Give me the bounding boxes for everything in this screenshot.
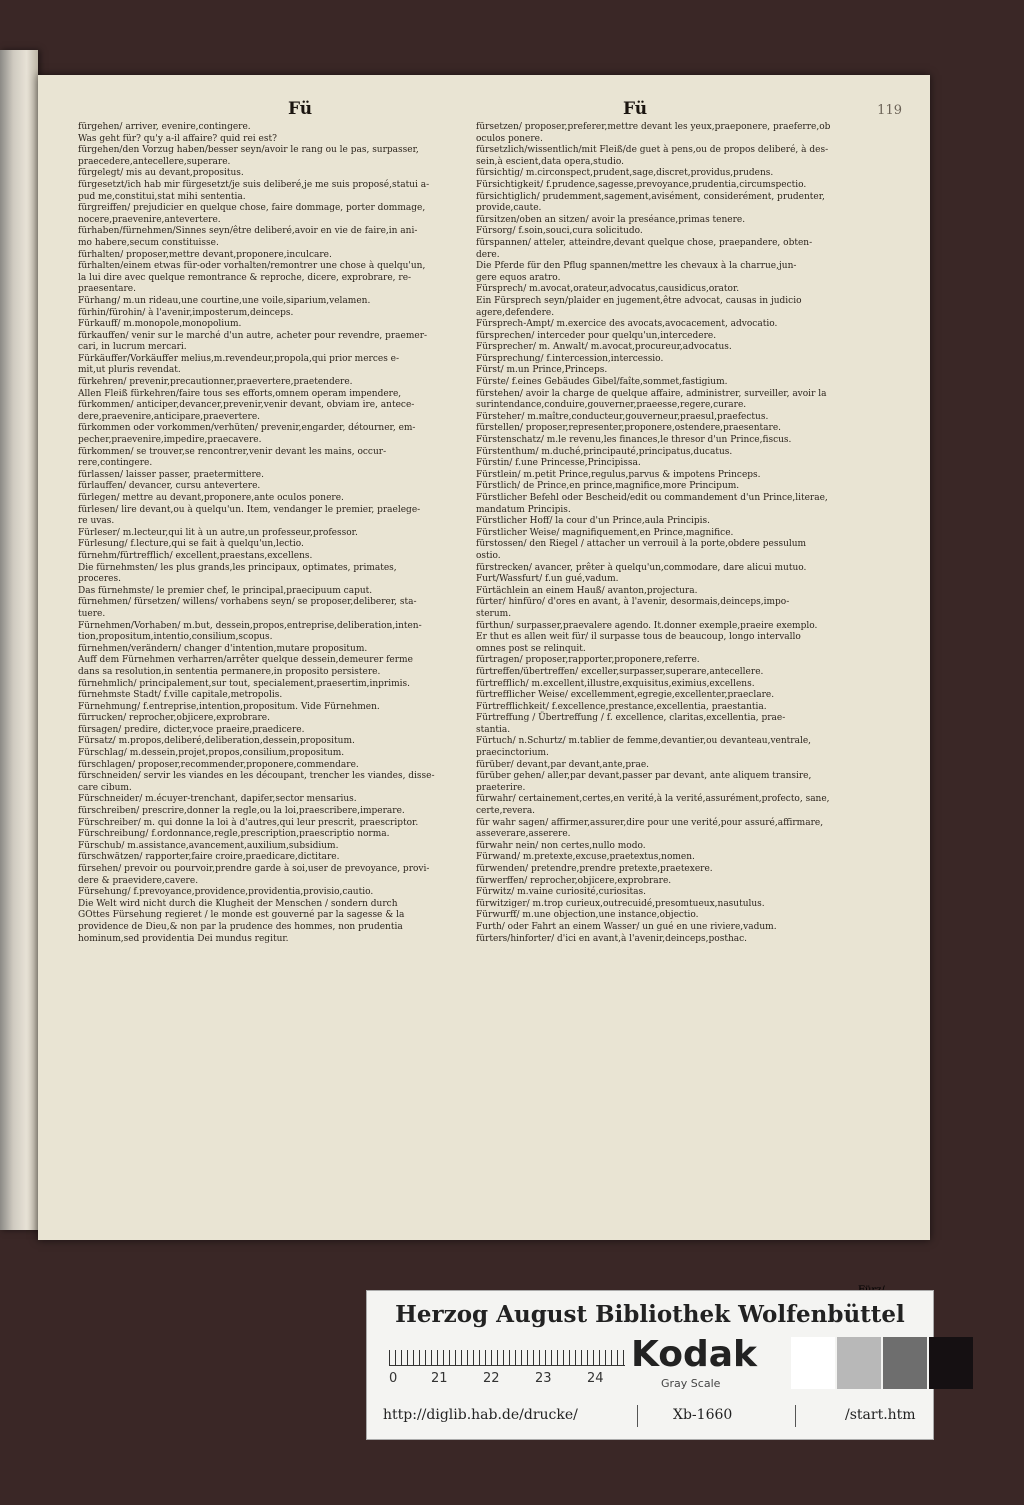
dictionary-line: Die Pferde für den Pflug spannen/mettre les chevaux à la charrue,jun- bbox=[476, 261, 797, 272]
dictionary-line: fürsetzlich/wissentlich/mit Fleiß/de guet à pens,ou de propos deliberé, à des- bbox=[476, 145, 829, 156]
dictionary-line: Fürtrefflichkeit/ f.excellence,prestance,excellentia, praestantia. bbox=[476, 701, 767, 712]
dictionary-line: Fürstlicher Hoff/ la cour d'un Prince,aula Principis. bbox=[476, 516, 711, 527]
dictionary-line: tion,propositum,intentio,consilium,scopus. bbox=[78, 632, 273, 643]
dictionary-line: stantia. bbox=[476, 724, 511, 735]
dictionary-line: mandatum Principis. bbox=[476, 504, 571, 515]
dictionary-line: Fürkauff/ m.monopole,monopolium. bbox=[78, 319, 242, 330]
dictionary-line: Das fürnehmste/ le premier chef, le principal,praecipuum caput. bbox=[78, 585, 373, 596]
dictionary-line: fürkauffen/ venir sur le marché d'un autre, acheter pour revendre, praemer- bbox=[78, 330, 428, 341]
dictionary-line: mo habere,secum constituisse. bbox=[78, 237, 219, 248]
dictionary-line: fürschwätzen/ rapporter,faire croire,praedicare,dictitare. bbox=[78, 852, 340, 863]
dictionary-line: fürüber/ devant,par devant,ante,prae. bbox=[476, 759, 650, 770]
dictionary-line: Was geht für? qu'y a-il affaire? quid rei est? bbox=[78, 133, 277, 144]
dictionary-line: Furth/ oder Fahrt an einem Wasser/ un gué en une riviere,vadum. bbox=[476, 921, 777, 932]
dictionary-line: Fürwitz/ m.vaine curiosité,curiositas. bbox=[476, 887, 647, 898]
dictionary-line: Fürstlein/ m.petit Prince,regulus,parvus & impotens Princeps. bbox=[476, 469, 761, 480]
dictionary-line: providence de Dieu,& non par la prudence des hommes, non prudentia bbox=[78, 921, 403, 932]
dictionary-line: fürsichtiglich/ prudemment,sagement,avisément, considerément, prudenter, bbox=[476, 191, 825, 202]
dictionary-line: fürnehmen/verändern/ changer d'intention,mutare propositum. bbox=[78, 643, 368, 654]
dictionary-line: fürsetzen/ proposer,preferer,mettre devant les yeux,praeponere, praeferre,ob bbox=[476, 122, 831, 132]
dictionary-line: Fürschreiber/ m. qui donne la loi à d'autres,qui leur prescrit, praescriptor. bbox=[78, 817, 419, 828]
dictionary-line: fürhalten/ proposer,mettre devant,proponere,inculcare. bbox=[78, 249, 332, 260]
adjacent-page-edge bbox=[0, 50, 38, 1230]
dictionary-line: Fürstenthum/ m.duché,principauté,principatus,ducatus. bbox=[476, 446, 733, 457]
dictionary-line: Fürnehmung/ f.entreprise,intention,propositum. Vide Fürnehmen. bbox=[78, 701, 380, 712]
dictionary-line: fürgehen/den Vorzug haben/besser seyn/avoir le rang ou le pas, surpasser, bbox=[78, 145, 419, 156]
dictionary-line: fürnehmlich/ principalement,sur tout, specialement,praesertim,inprimis. bbox=[78, 678, 410, 689]
gray-scale-label: Gray Scale bbox=[661, 1377, 721, 1390]
dictionary-line: fürkommen oder vorkommen/verhüten/ prevenir,engarder, détourner, em- bbox=[78, 423, 416, 434]
dictionary-line: Fürlesung/ f.lecture,qui se fait à quelqu'un,lectio. bbox=[78, 539, 304, 550]
dictionary-line: Fürsorg/ f.soin,souci,cura solicitudo. bbox=[476, 226, 643, 237]
dictionary-line: fürter/ hinfüro/ d'ores en avant, à l'avenir, desormais,deinceps,impo- bbox=[476, 597, 790, 608]
dictionary-line: fürstellen/ proposer,representer,proponere,ostendere,praesentare. bbox=[476, 423, 782, 434]
dictionary-line: fürwahr/ certainement,certes,en verité,à la verité,assurément,profecto, sane, bbox=[476, 794, 830, 805]
dictionary-line: fürgehen/ arriver, evenire,contingere. bbox=[78, 122, 251, 132]
dictionary-line: fürtragen/ proposer,rapporter,proponere,referre. bbox=[476, 655, 700, 666]
dictionary-line: Allen Fleiß fürkehren/faire tous ses efforts,omnem operam impendere, bbox=[78, 388, 402, 399]
divider bbox=[795, 1405, 796, 1427]
dictionary-line: fürkehren/ prevenir,precautionner,praevertere,praetendere. bbox=[78, 377, 353, 388]
dictionary-line: fürrucken/ reprocher,objicere,exprobrare. bbox=[78, 713, 270, 724]
dictionary-line: Fürwand/ m.pretexte,excuse,praetextus,nomen. bbox=[476, 852, 695, 863]
dictionary-line: fürkommen/ anticiper,devancer,prevenir,venir devant, obviam ire, antece- bbox=[78, 400, 415, 411]
dictionary-line: Fürschlag/ m.dessein,projet,propos,consilium,propositum. bbox=[78, 748, 345, 759]
dictionary-line: fürgreiffen/ prejudicier en quelque chose, faire dommage, porter dommage, bbox=[78, 203, 426, 214]
dictionary-line: fürtrefflicher Weise/ excellemment,egregie,excellenter,praeclare. bbox=[476, 690, 775, 701]
dictionary-line: Furt/Wassfurt/ f.un gué,vadum. bbox=[476, 574, 619, 585]
dictionary-line: fürgesetzt/ich hab mir fürgesetzt/je suis deliberé,je me suis proposé,statui a- bbox=[78, 179, 430, 190]
dictionary-line: dere,praevenire,anticipare,praevertere. bbox=[78, 411, 260, 422]
scale-ruler bbox=[389, 1339, 625, 1366]
dictionary-line: gere equos aratro. bbox=[476, 272, 561, 283]
dictionary-line: provide,caute. bbox=[476, 203, 542, 214]
ruler-number: 0 bbox=[389, 1371, 398, 1386]
dictionary-line: fürnehmen/ fürsetzen/ willens/ vorhabens seyn/ se proposer,deliberer, sta- bbox=[78, 597, 417, 608]
dictionary-line: fürtrefflich/ m.excellent,illustre,exquisitus,eximius,excellens. bbox=[476, 678, 755, 689]
dictionary-line: Fürsprechung/ f.intercession,intercessio. bbox=[476, 353, 664, 364]
url-line bbox=[375, 1401, 925, 1429]
dictionary-line: Fürtächlein an einem Hauß/ avanton,projectura. bbox=[476, 585, 698, 596]
dictionary-line: fürüber gehen/ aller,par devant,passer par devant, ante aliquem transire, bbox=[476, 771, 812, 782]
dictionary-line: Fürtuch/ n.Schurtz/ m.tablier de femme,devantier,ou devanteau,ventrale, bbox=[476, 736, 812, 747]
dictionary-line: oculos ponere. bbox=[476, 133, 543, 144]
dictionary-line: Fürsteher/ m.maître,conducteur,gouverneur,praesul,praefectus. bbox=[476, 411, 769, 422]
dictionary-line: Er thut es allen weit für/ il surpasse tous de beaucoup, longo intervallo bbox=[476, 632, 801, 643]
dictionary-line: Fürsichtigkeit/ f.prudence,sagesse,prevoyance,prudentia,circumspectio. bbox=[476, 179, 807, 190]
dictionary-line: Auff dem Fürnehmen verharren/arrêter quelque dessein,demeurer ferme bbox=[78, 655, 413, 666]
dictionary-line: Fürtreffung / Übertreffung / f. excellence, claritas,excellentia, prae- bbox=[476, 713, 786, 724]
dictionary-line: fürsagen/ predire, dicter,voce praeire,praedicere. bbox=[78, 724, 305, 735]
dictionary-line: praesentare. bbox=[78, 284, 136, 295]
dictionary-line: care cibum. bbox=[78, 782, 132, 793]
dictionary-line: la lui dire avec quelque remontrance & reproche, dicere, exprobrare, re- bbox=[78, 272, 412, 283]
dictionary-line: Fürleser/ m.lecteur,qui lit à un autre,un professeur,professor. bbox=[78, 527, 358, 538]
color-target-card bbox=[366, 1290, 934, 1440]
dictionary-line: agere,defendere. bbox=[476, 307, 555, 318]
dictionary-line: fürthun/ surpasser,praevalere agendo. It.donner exemple,praeire exemplo. bbox=[476, 620, 818, 631]
dictionary-line: fürhin/fürohin/ à l'avenir,imposterum,deinceps. bbox=[78, 307, 294, 318]
dictionary-line: praecedere,antecellere,superare. bbox=[78, 156, 231, 167]
dictionary-line: fürgelegt/ mis au devant,propositus. bbox=[78, 168, 244, 179]
dictionary-line: Fürwurff/ m.une objection,une instance,objectio. bbox=[476, 910, 699, 921]
dictionary-line: fürwahr nein/ non certes,nullo modo. bbox=[476, 840, 646, 851]
dictionary-line: Die Welt wird nicht durch die Klugheit der Menschen / sondern durch bbox=[78, 898, 398, 909]
url-left: http://diglib.hab.de/drucke/ bbox=[383, 1407, 578, 1423]
dictionary-line: hominum,sed providentia Dei mundus regitur. bbox=[78, 933, 289, 944]
dictionary-line: fürsehen/ prevoir ou pourvoir,prendre garde à soi,user de prevoyance, provi- bbox=[78, 864, 430, 874]
dictionary-line: praecinctorium. bbox=[476, 748, 549, 759]
dictionary-line: fürters/hinforter/ d'ici en avant,à l'avenir,deinceps,posthac. bbox=[476, 933, 748, 944]
dictionary-line: re uvas. bbox=[78, 516, 115, 527]
dictionary-line: Ein Fürsprech seyn/plaider en jugement,être advocat, causas in judicio bbox=[476, 295, 802, 306]
library-name: Herzog August Bibliothek Wolfenbüttel bbox=[395, 1301, 905, 1328]
dictionary-line: Fürsprech-Ampt/ m.exercice des avocats,avocacement, advocatio. bbox=[476, 319, 778, 330]
dictionary-line: Fürsatz/ m.propos,deliberé,deliberation,dessein,propositum. bbox=[78, 736, 355, 747]
dictionary-line: fürschreiben/ prescrire,donner la regle,ou la loi,praescribere,imperare. bbox=[78, 806, 405, 817]
dictionary-line: fürwerffen/ reprocher,objicere,exprobrare. bbox=[476, 875, 672, 886]
dictionary-line: fürlassen/ laisser passer, praetermittere. bbox=[78, 469, 264, 480]
dictionary-line: fürwitziger/ m.trop curieux,outrecuidé,presomtueux,nasutulus. bbox=[476, 898, 765, 909]
right-entries bbox=[476, 122, 916, 945]
dictionary-line: Fürhang/ m.un rideau,une courtine,une voile,siparium,velamen. bbox=[78, 295, 371, 306]
dictionary-line: surintendance,conduire,gouverner,praeesse,regere,curare. bbox=[476, 400, 747, 411]
gray-swatch bbox=[929, 1337, 973, 1389]
gray-swatch bbox=[791, 1337, 835, 1389]
url-right: /start.htm bbox=[845, 1407, 916, 1423]
dictionary-line: asseverare,asserere. bbox=[476, 829, 571, 840]
dictionary-line: pud me,constitui,stat mihi sententia. bbox=[78, 191, 246, 202]
dictionary-line: GOttes Fürsehung regieret / le monde est gouverné par la sagesse & la bbox=[78, 910, 405, 921]
gray-swatch bbox=[883, 1337, 927, 1389]
running-head-left: Fü bbox=[288, 99, 313, 119]
dictionary-line: Fürschub/ m.assistance,avancement,auxilium,subsidium. bbox=[78, 840, 339, 851]
left-entries bbox=[78, 122, 488, 945]
dictionary-line: fürstehen/ avoir la charge de quelque affaire, administrer, surveiller, avoir la bbox=[476, 388, 827, 399]
dictionary-line: dans sa resolution,in sententia permanere,in proposito persistere. bbox=[78, 666, 381, 677]
dictionary-line: Fürsprech/ m.avocat,orateur,advocatus,causidicus,orator. bbox=[476, 284, 740, 295]
dictionary-line: fürspannen/ atteler, atteindre,devant quelque chose, praepandere, obten- bbox=[476, 237, 813, 248]
running-head-right: Fü bbox=[623, 99, 648, 119]
dictionary-line: sein,à escient,data opera,studio. bbox=[476, 156, 624, 167]
ruler-number: 23 bbox=[535, 1371, 552, 1386]
dictionary-line: sterum. bbox=[476, 608, 512, 619]
dictionary-line: dere & praevidere,cavere. bbox=[78, 875, 199, 886]
dictionary-line: mit,ut pluris revendat. bbox=[78, 365, 181, 376]
dictionary-line: fürtreffen/übertreffen/ exceller,surpasser,superare,antecellere. bbox=[476, 666, 764, 677]
dictionary-line: cari, in lucrum mercari. bbox=[78, 342, 187, 353]
dictionary-line: certe,revera. bbox=[476, 806, 536, 817]
dictionary-line: Fürschreibung/ f.ordonnance,regle,prescription,praescriptio norma. bbox=[78, 829, 390, 840]
ruler-number: 21 bbox=[431, 1371, 448, 1386]
dictionary-line: dere. bbox=[476, 249, 500, 260]
dictionary-line: omnes post se relinquit. bbox=[476, 643, 586, 654]
dictionary-line: fürsichtig/ m.circonspect,prudent,sage,discret,providus,prudens. bbox=[476, 168, 774, 179]
dictionary-line: fürschneiden/ servir les viandes en les découpant, trencher les viandes, disse- bbox=[78, 771, 435, 782]
dictionary-line: fürnehmste Stadt/ f.ville capitale,metropolis. bbox=[78, 690, 283, 701]
dictionary-line: Fürstlicher Befehl oder Bescheid/edit ou commandement d'un Prince,literae, bbox=[476, 493, 828, 503]
dictionary-line: Fürnehmen/Vorhaben/ m.but, dessein,propos,entreprise,deliberation,inten- bbox=[78, 620, 422, 631]
dictionary-line: fürlauffen/ devancer, cursu antevertere. bbox=[78, 481, 261, 492]
dictionary-line: fürsprechen/ interceder pour quelqu'un,intercedere. bbox=[476, 330, 717, 341]
dictionary-line: Die fürnehmsten/ les plus grands,les principaux, optimates, primates, bbox=[78, 562, 397, 573]
dictionary-line: fürwenden/ pretendre,prendre pretexte,praetexere. bbox=[476, 864, 713, 874]
dictionary-line: Fürstlich/ de Prince,en prince,magnifice,more Principum. bbox=[476, 481, 740, 492]
page-number: 119 bbox=[877, 103, 902, 118]
dictionary-line: Fürkäuffer/Vorkäuffer melius,m.revendeur,propola,qui prior merces e- bbox=[78, 353, 400, 364]
dictionary-line: tuere. bbox=[78, 608, 106, 619]
divider bbox=[637, 1405, 638, 1427]
dictionary-line: pecher,praevenire,impedire,praecavere. bbox=[78, 435, 262, 446]
dictionary-line: fürnehm/fürtrefflich/ excellent,praestans,excellens. bbox=[78, 550, 313, 561]
dictionary-line: fürstossen/ den Riegel / attacher un verrouil à la porte,obdere pessulum bbox=[476, 539, 807, 550]
dictionary-line: rere,contingere. bbox=[78, 458, 153, 469]
ruler-number: 24 bbox=[587, 1371, 604, 1386]
dictionary-line: proceres. bbox=[78, 574, 121, 585]
dictionary-line: Fürste/ f.eines Gebäudes Gibel/faîte,sommet,fastigium. bbox=[476, 377, 728, 388]
dictionary-line: Fürschneider/ m.écuyer-trenchant, dapifer,sector mensarius. bbox=[78, 794, 357, 805]
dictionary-line: Fürstin/ f.une Princesse,Principissa. bbox=[476, 458, 641, 469]
dictionary-line: Fürsprecher/ m. Anwalt/ m.avocat,procureur,advocatus. bbox=[476, 342, 732, 353]
gray-swatch bbox=[837, 1337, 881, 1389]
shelfmark: Xb-1660 bbox=[673, 1407, 733, 1423]
dictionary-line: Fürstenschatz/ m.le revenu,les finances,le thresor d'un Prince,fiscus. bbox=[476, 435, 792, 446]
dictionary-line: fürlegen/ mettre au devant,proponere,ante oculos ponere. bbox=[78, 493, 344, 503]
dictionary-line: fürkommen/ se trouver,se rencontrer,venir devant les mains, occur- bbox=[78, 446, 387, 457]
dictionary-line: nocere,praevenire,antevertere. bbox=[78, 214, 221, 225]
dictionary-line: ostio. bbox=[476, 550, 501, 561]
dictionary-line: Fürsehung/ f.prevoyance,providence,providentia,provisio,cautio. bbox=[78, 887, 374, 898]
dictionary-line: Fürstlicher Weise/ magnifiquement,en Prince,magnifice. bbox=[476, 527, 734, 538]
dictionary-line: fürhaben/fürnehmen/Sinnes seyn/être deliberé,avoir en vie de faire,in ani- bbox=[78, 226, 418, 237]
kodak-logo: Kodak bbox=[631, 1334, 757, 1375]
dictionary-line: fürhalten/einem etwas für-oder vorhalten/remontrer une chose à quelqu'un, bbox=[78, 261, 426, 272]
dictionary-page bbox=[38, 75, 930, 1240]
dictionary-line: fürschlagen/ proposer,recommender,proponere,commendare. bbox=[78, 759, 359, 770]
ruler-number: 22 bbox=[483, 1371, 500, 1386]
dictionary-line: Fürst/ m.un Prince,Princeps. bbox=[476, 365, 608, 376]
dictionary-line: praeterire. bbox=[476, 782, 526, 793]
dictionary-line: für wahr sagen/ affirmer,assurer,dire pour une verité,pour assuré,affirmare, bbox=[476, 817, 824, 828]
dictionary-line: fürlesen/ lire devant,ou à quelqu'un. Item, vendanger le premier, praelege- bbox=[78, 504, 421, 515]
dictionary-line: fürstrecken/ avancer, prêter à quelqu'un,commodare, dare alicui mutuo. bbox=[476, 562, 807, 573]
dictionary-line: fürsitzen/oben an sitzen/ avoir la preséance,primas tenere. bbox=[476, 214, 746, 225]
